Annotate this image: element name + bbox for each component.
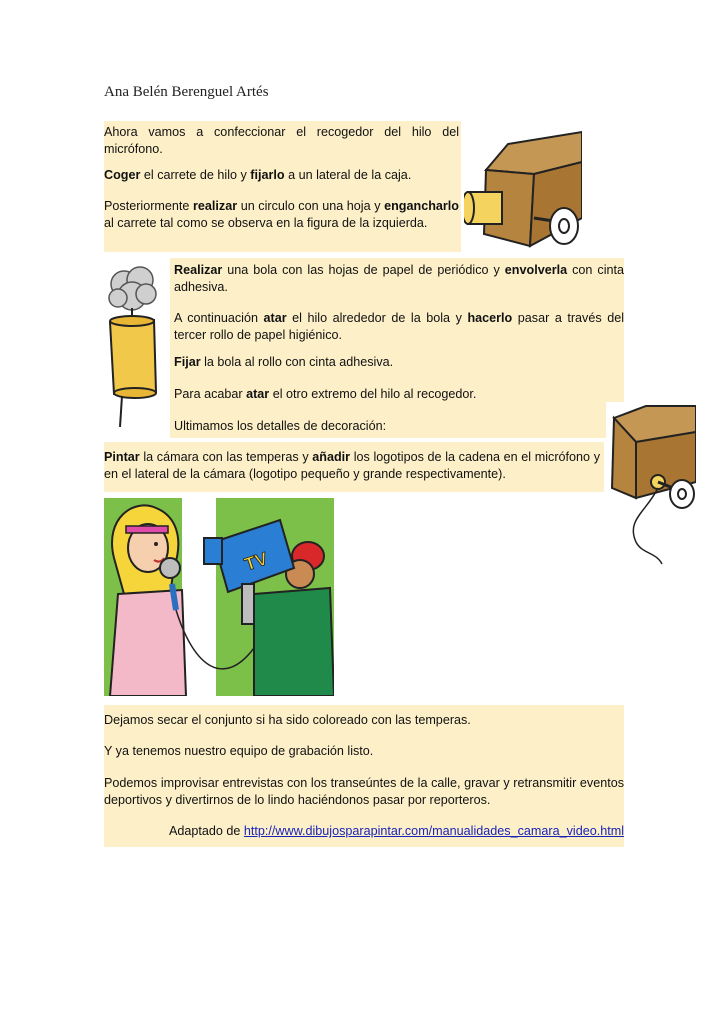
para-posteriormente: Posteriormente realizar un circulo con una hoja y engancharlo al carrete tal como se observa en la figura de la izquierda. [104,199,459,230]
reporter-scene-illustration [104,498,334,696]
source-link[interactable]: http://www.dibujosparapintar.com/manualidades_camara_video.html [243,824,624,838]
box-string-illustration [606,402,696,570]
para-fijar: Fijar la bola al rollo con cinta adhesiva. [174,355,394,369]
author-name: Ana Belén Berenguel Artés [104,84,269,100]
para-ultimamos: Ultimamos los detalles de decoración: [174,419,387,433]
para-intro: Ahora vamos a confeccionar el recogedor del hilo del micrófono. [104,125,459,156]
box-reel-illustration [464,122,582,252]
para-pintar: Pintar la cámara con las temperas y añadir los logotipos de la cadena en el micrófono y en el lateral de la cámara (logotipo pequeño y grande respectivamente). [104,450,600,481]
para-atar: A continuación atar el hilo alrededor de la bola y hacerlo pasar a través del tercer rollo de papel higiénico. [174,311,625,342]
para-improvisar: Podemos improvisar entrevistas con los transeúntes de la calle, gravar y retransmitir eventos deportivos y divertirnos de lo lindo haciéndonos pasar por reporteros. [104,776,624,807]
microphone-illustration [102,262,166,427]
para-listo: Y ya tenemos nuestro equipo de grabación listo. [104,744,374,758]
para-realizar: Realizar una bola con las hojas de papel de periódico y envolverla con cinta adhesiva. [174,263,624,294]
para-secar: Dejamos secar el conjunto si ha sido coloreado con las temperas. [104,713,471,727]
para-acabar: Para acabar atar el otro extremo del hilo al recogedor. [174,387,477,401]
para-coger: Coger el carrete de hilo y fijarlo a un lateral de la caja. [104,168,412,182]
tv-logo: TV [242,548,271,575]
para-adaptado: Adaptado de http://www.dibujosparapintar.com/manualidades_camara_video.html [168,824,624,838]
